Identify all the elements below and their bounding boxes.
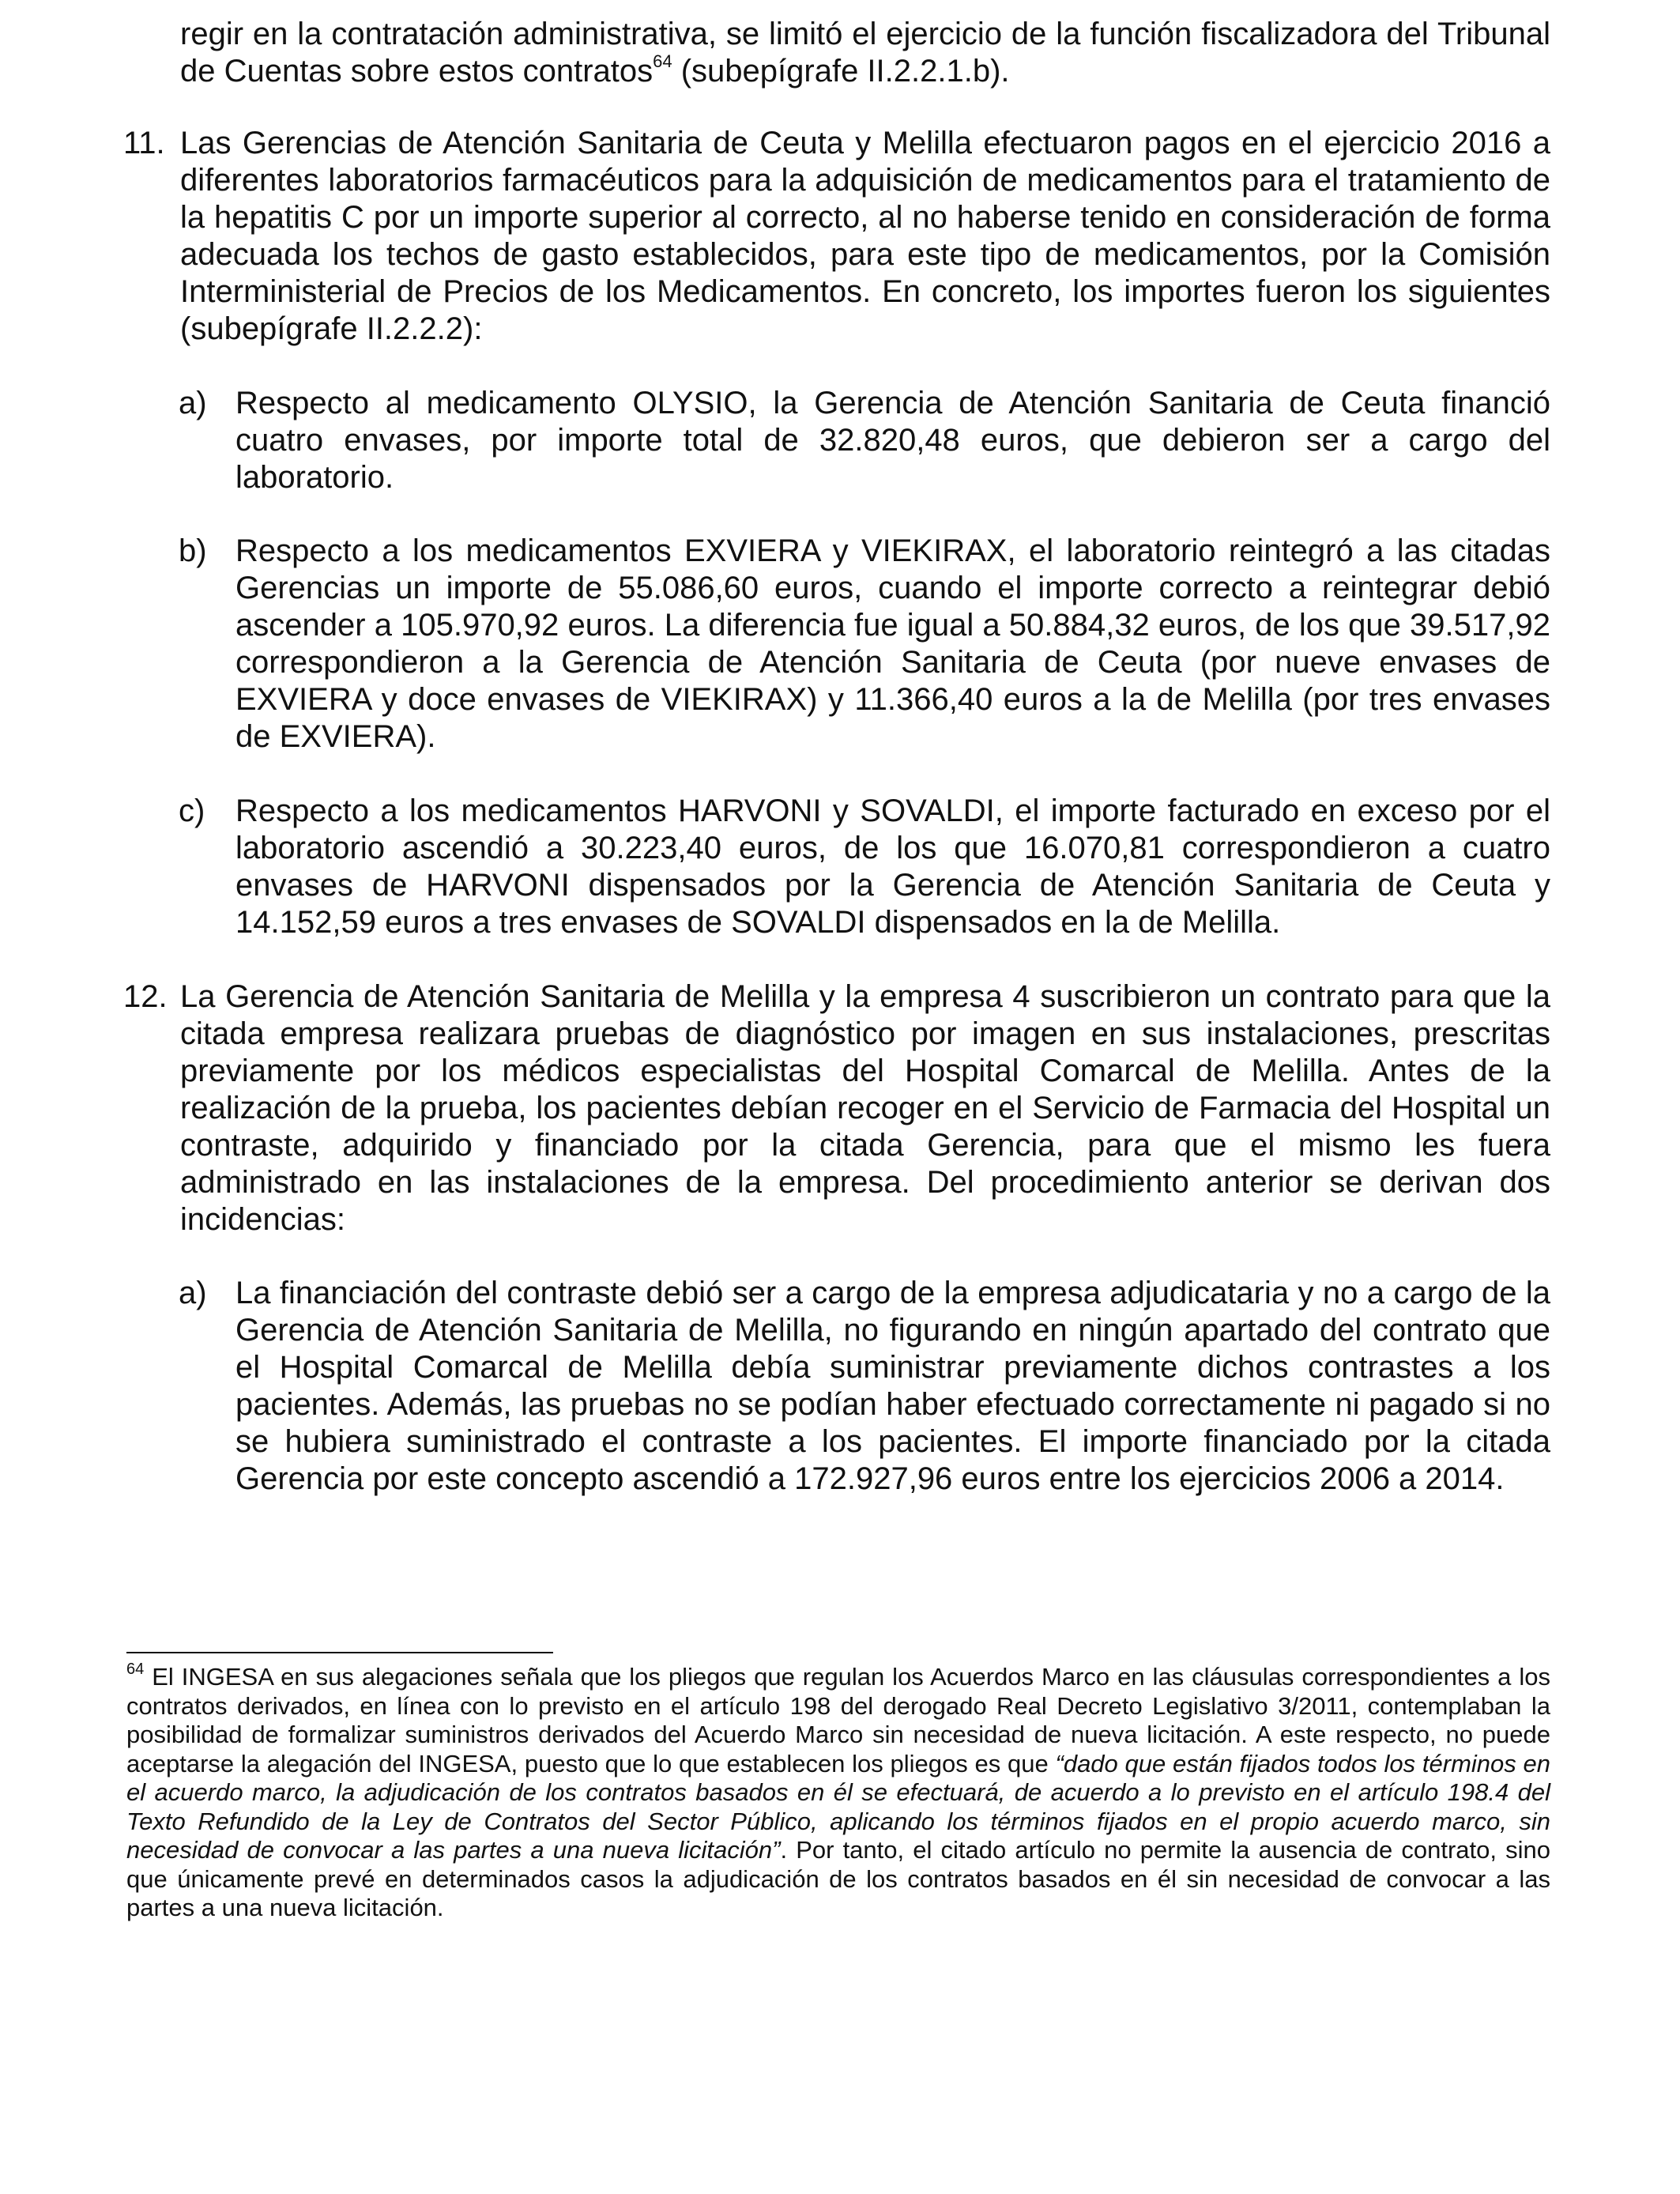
item-11-sub-c-text: Respecto a los medicamentos HARVONI y SOVALDI, el importe facturado en exceso por el laboratorio ascendió a 30.223,40 euros, de los que 16.070,81 correspondieron a cuatro envases de HARVONI dispensados por la Gerencia de Atención Sanitaria de Ceuta y 14.152,59 euros a tres envases de SOVALDI dispensados en la de Melilla. [235,794,1550,940]
footnote-64 [126,1660,1550,1923]
item-11-sub-b-label: b) [179,533,207,568]
item-11-sub-b-text: Respecto a los medicamentos EXVIERA y VIEKIRAX, el laboratorio reintegró a las citadas Gerencias un importe de 55.086,60 euros, cuando el importe correcto a reintegrar debió ascender a 105.970,92 euros. La diferencia fue igual a 50.884,32 euros, de los que 39.517,92 correspondieron a la Gerencia de Atención Sanitaria de Ceuta (por nueve envases de EXVIERA y doce envases de VIEKIRAX) y 11.366,40 euros a la de Melilla (por tres envases de EXVIERA). [235,533,1550,754]
item-11-sub-a-text: Respecto al medicamento OLYSIO, la Gerencia de Atención Sanitaria de Ceuta financió cuatro envases, por importe total de 32.820,48 euros, que debieron ser a cargo del laboratorio. [235,386,1550,495]
item-11-number: 11. [123,126,165,160]
item-11-paragraph [123,125,1550,348]
footnote-text-1: El INGESA en sus alegaciones señala que los pliegos que regulan los Acuerdos Marco en las cláusulas correspondientes a los contratos derivados, en línea con lo previsto en el artículo 198 del derogado Real Decreto Legislativo 3/2011, contemplaban la posibilidad de formalizar suministros derivados del Acuerdo Marco sin necesidad de nueva licitación. A este respecto, no puede aceptarse la alegación del INGESA, puesto que lo que establecen los pliegos es que [126,1663,1550,1777]
item-12-paragraph [123,978,1550,1238]
intro-text-after: (subepígrafe II.2.2.1.b). [672,54,1010,89]
footnote-separator [126,1652,553,1653]
item-12-sub-a [179,1275,1550,1498]
footnote-reference[interactable]: 64 [653,51,672,71]
footnote-text-2: . Por tanto, el citado artículo no permite la ausencia de contrato, sino que únicamente prevé en determinados casos la adjudicación de los contratos basados en él sin necesidad de convocar a las partes a una nueva licitación. [126,1836,1550,1921]
intro-paragraph [180,16,1550,90]
item-11-sub-c-label: c) [179,794,205,828]
item-11-sub-a [179,385,1550,496]
item-12-text: La Gerencia de Atención Sanitaria de Melilla y la empresa 4 suscribieron un contrato para que la citada empresa realizara pruebas de diagnóstico por imagen en sus instalaciones, prescritas previamente por los médicos especialistas del Hospital Comarcal de Melilla. Antes de la realización de la prueba, los pacientes debían recoger en el Servicio de Farmacia del Hospital un contraste, adquirido y financiado por la citada Gerencia, para que el mismo les fuera administrado en las instalaciones de la empresa. Del procedimiento anterior se derivan dos incidencias: [180,979,1550,1237]
item-12-number: 12. [123,979,168,1014]
footnote-mark: 64 [126,1660,145,1678]
item-12-sub-a-text: La financiación del contraste debió ser a cargo de la empresa adjudicataria y no a cargo de la Gerencia de Atención Sanitaria de Melilla, no figurando en ningún apartado del contrato que el Hospital Comarcal de Melilla debía suministrar previamente dichos contrastes a los pacientes. Además, las pruebas no se podían haber efectuado correctamente ni pagado si no se hubiera suministrado el contraste a los pacientes. El importe financiado por la citada Gerencia por este concepto ascendió a 172.927,96 euros entre los ejercicios 2006 a 2014. [235,1276,1550,1496]
item-12-sub-a-label: a) [179,1276,207,1310]
intro-text: regir en la contratación administrativa, se limitó el ejercicio de la función fiscalizadora del Tribunal de Cuentas sobre estos contratos [180,17,1550,89]
item-11-sub-a-label: a) [179,386,207,420]
footnote-quote: “dado que están fijados todos los términos en el acuerdo marco, la adjudicación de los contratos basados en él se efectuará, de acuerdo a lo previsto en el artículo 198.4 del Texto Refundido de la Ley de Contratos del Sector Público, aplicando los términos fijados en el propio acuerdo marco, sin necesidad de convocar a las partes a una nueva licitación” [126,1749,1550,1864]
item-11-text: Las Gerencias de Atención Sanitaria de Ceuta y Melilla efectuaron pagos en el ejercicio 2016 a diferentes laboratorios farmacéuticos para la adquisición de medicamentos para el tratamiento de la hepatitis C por un importe superior al correcto, al no haberse tenido en consideración de forma adecuada los techos de gasto establecidos, para este tipo de medicamentos, por la Comisión Interministerial de Precios de los Medicamentos. En concreto, los importes fueron los siguientes (subepígrafe II.2.2.2): [180,126,1550,346]
item-11-sub-b [179,533,1550,756]
item-11-sub-c [179,793,1550,941]
